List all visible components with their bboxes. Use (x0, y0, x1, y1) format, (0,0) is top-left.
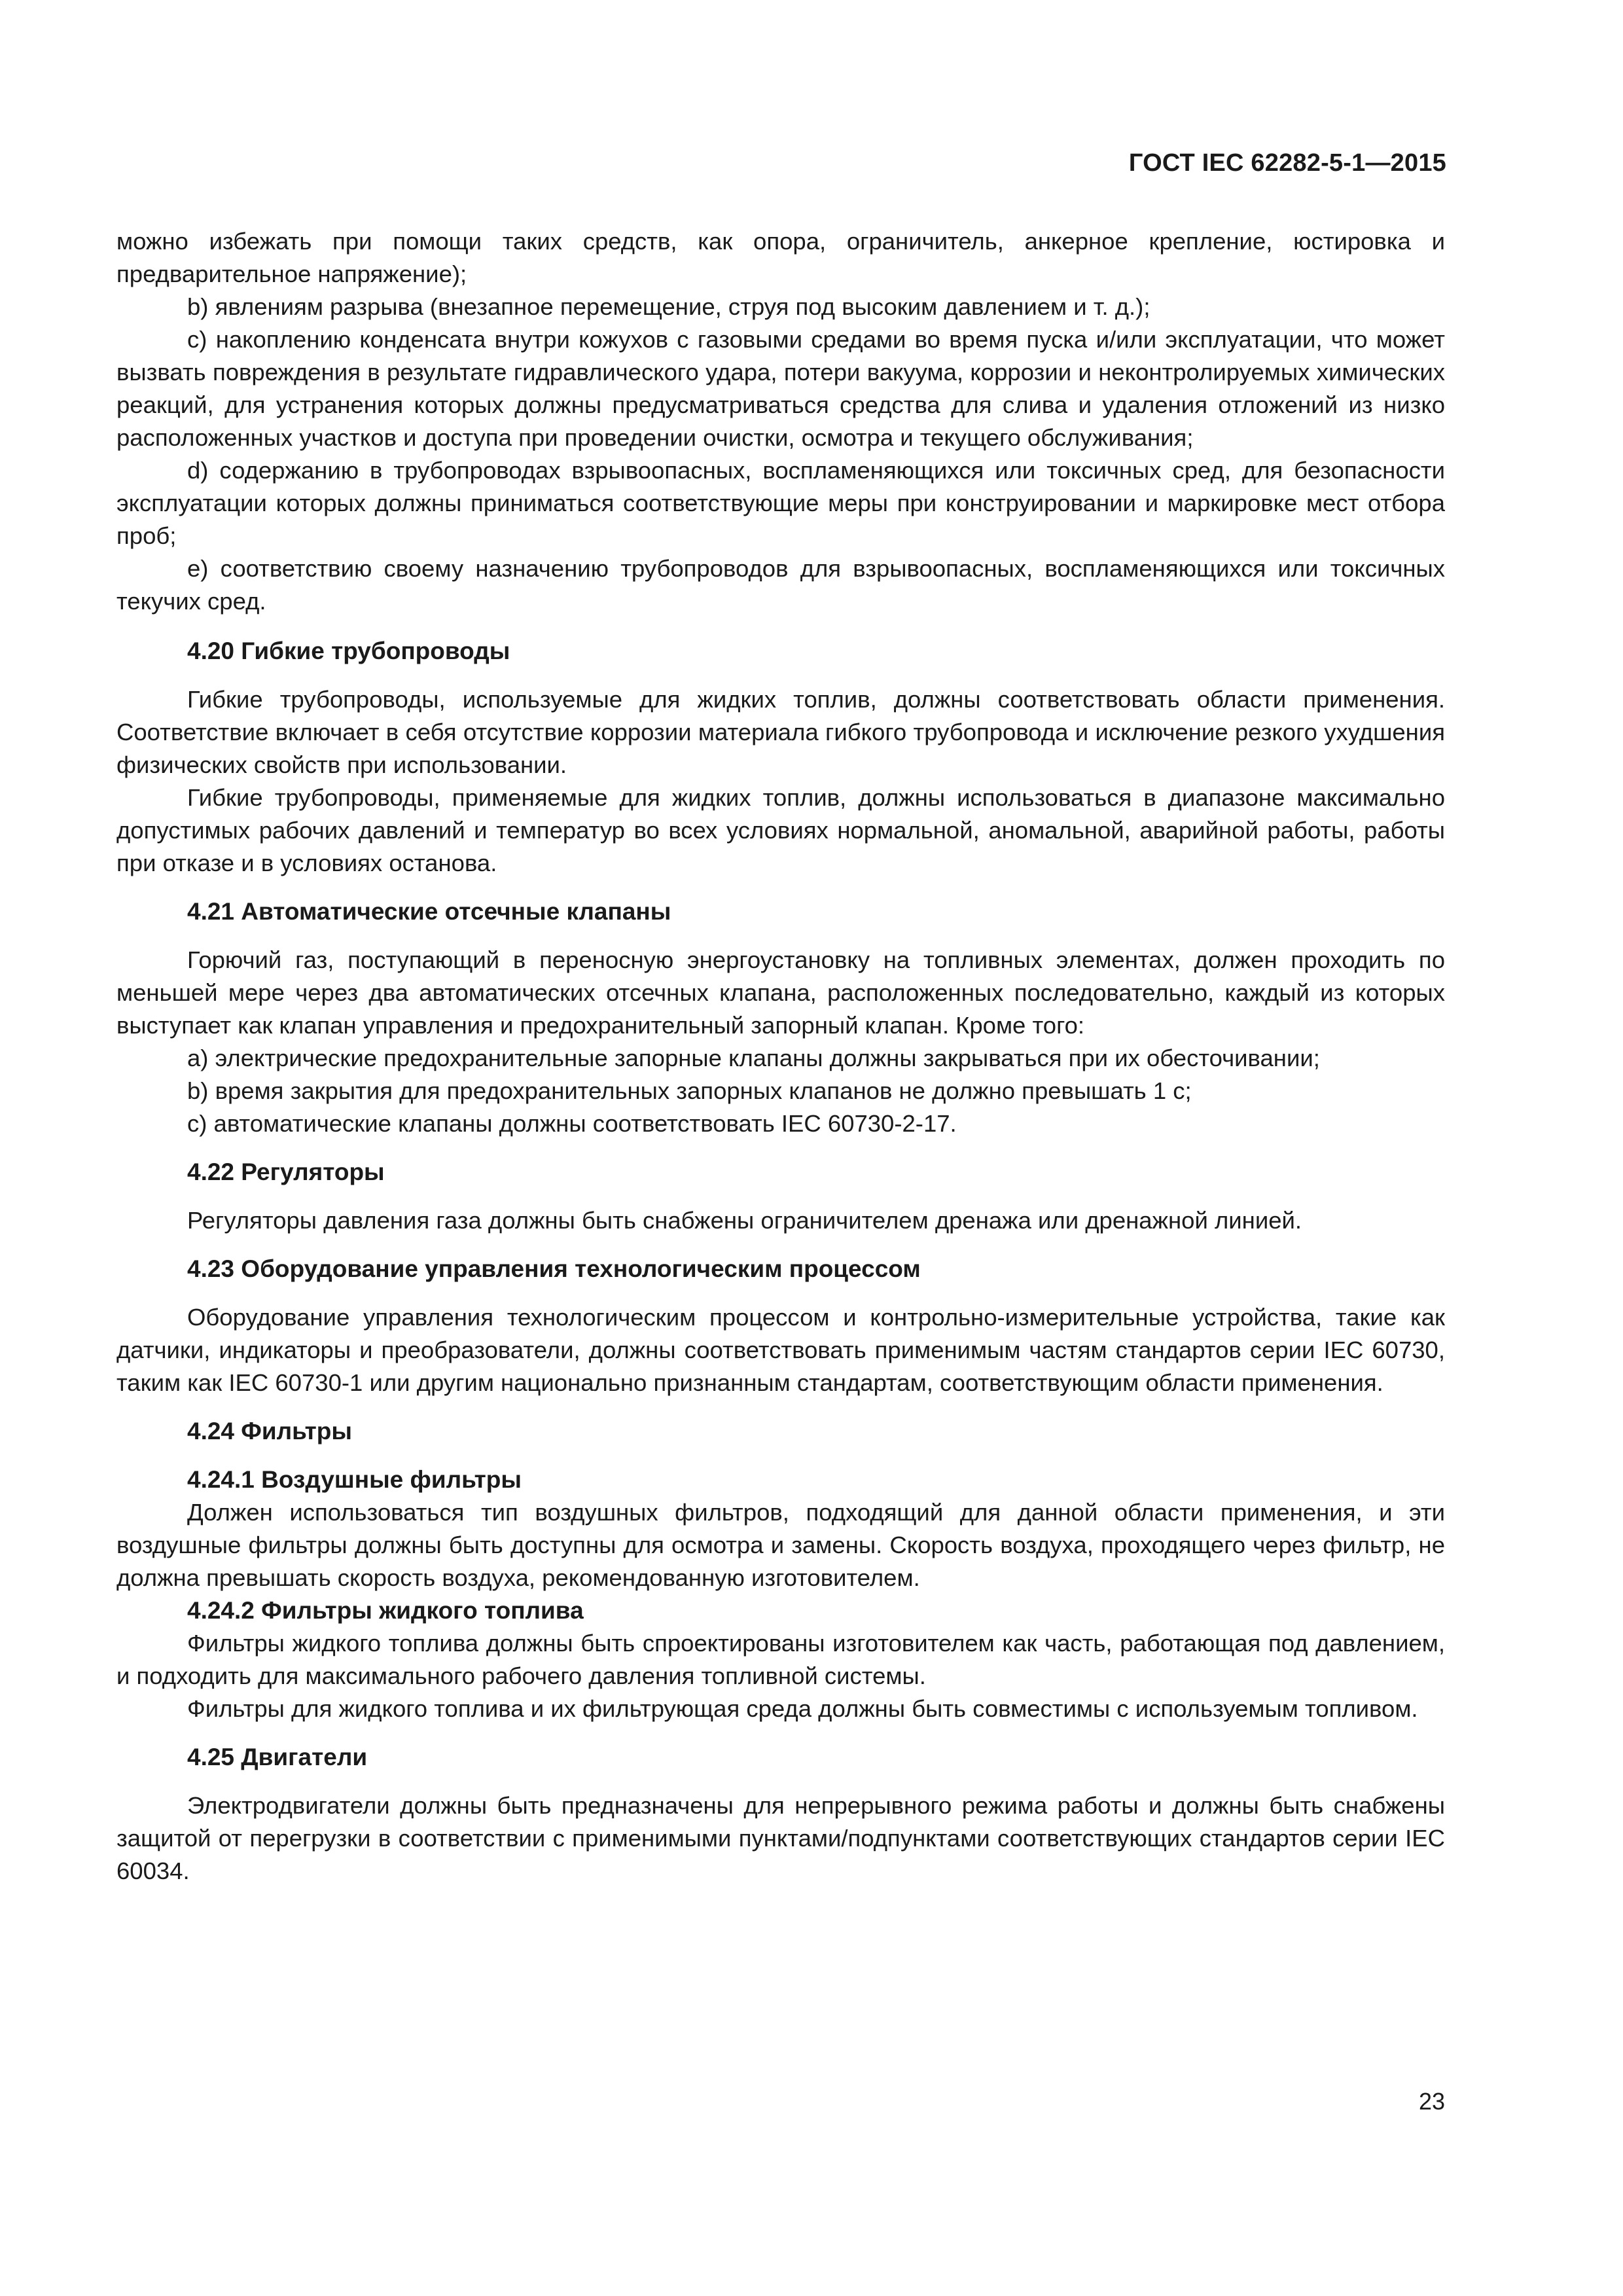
list-item: d) содержанию в трубопроводах взрывоопасных, воспламеняющихся или токсичных сред, для безопасности эксплуатации которых должны приниматься соответствующие меры при конструировании и маркировке мест отбора проб; (116, 457, 1445, 549)
paragraph: Фильтры для жидкого топлива и их фильтрующая среда должны быть совместимы с используемым топливом. (187, 1695, 1418, 1722)
document-header: ГОСТ IEC 62282-5-1—2015 (1128, 149, 1446, 177)
paragraph: Должен использоваться тип воздушных фильтров, подходящий для данной области применения, и эти воздушные фильтры должны быть доступны для осмотра и замены. Скорость воздуха, проходящего через фильтр, не должна превышать скорость воздуха, рекомендованную изготовителем. (116, 1499, 1445, 1591)
paragraph: Гибкие трубопроводы, используемые для жидких топлив, должны соответствовать области применения. Соответствие включает в себя отсутствие коррозии материала гибкого трубопровода и исключение резкого ухудшения физических свойств при использовании. (116, 686, 1445, 778)
list-item: b) явлениям разрыва (внезапное перемещение, струя под высоким давлением и т. д.); (187, 293, 1150, 320)
list-item: с) накоплению конденсата внутри кожухов с газовыми средами во время пуска и/или эксплуатации, что может вызвать повреждения в результате гидравлического удара, потери вакуума, коррозии и неконтролируемых химических реакций, для устранения которых должны предусматриваться средства для слива и удаления отложений из низко расположенных участков и доступа при проведении очистки, осмотра и текущего обслуживания; (116, 326, 1445, 451)
section-heading: 4.22 Регуляторы (187, 1158, 385, 1185)
list-item: b) время закрытия для предохранительных запорных клапанов не должно превышать 1 с; (187, 1077, 1192, 1104)
paragraph: Электродвигатели должны быть предназначены для непрерывного режима работы и должны быть снабжены защитой от перегрузки в соответствии с применимыми пунктами/подпунктами соответствующих стандартов серии IEC 60034. (116, 1792, 1445, 1884)
section-heading: 4.20 Гибкие трубопроводы (187, 637, 510, 664)
paragraph: Фильтры жидкого топлива должны быть спроектированы изготовителем как часть, работающая под давлением, и подходить для максимального рабочего давления топливной системы. (116, 1630, 1445, 1689)
list-item: e) соответствию своему назначению трубопроводов для взрывоопасных, воспламеняющихся или токсичных текучих сред. (116, 555, 1445, 615)
paragraph: Оборудование управления технологическим процессом и контрольно-измерительные устройства, такие как датчики, индикаторы и преобразователи, должны соответствовать применимым частям стандартов серии IEC 60730, таким как IEC 60730-1 или другим национально признанным стандартам, соответствующим области применения. (116, 1304, 1445, 1396)
list-item: c) автоматические клапаны должны соответствовать IEC 60730-2-17. (187, 1110, 957, 1137)
section-heading: 4.24 Фильтры (187, 1418, 352, 1444)
subsection-heading: 4.24.1 Воздушные фильтры (187, 1466, 522, 1493)
paragraph: Горючий газ, поступающий в переносную энергоустановку на топливных элементах, должен проходить по меньшей мере через два автоматических отсечных клапана, расположенных последовательно, каждый из которых выступает как клапан управления и предохранительный запорный клапан. Кроме того: (116, 946, 1445, 1039)
section-heading: 4.21 Автоматические отсечные клапаны (187, 898, 671, 925)
section-heading: 4.25 Двигатели (187, 1744, 368, 1770)
list-item: a) электрические предохранительные запорные клапаны должны закрываться при их обесточивании; (187, 1045, 1320, 1071)
section-heading: 4.23 Оборудование управления технологическим процессом (187, 1255, 921, 1282)
document-body (116, 225, 1445, 1888)
subsection-heading: 4.24.2 Фильтры жидкого топлива (187, 1597, 584, 1624)
paragraph: Гибкие трубопроводы, применяемые для жидких топлив, должны использоваться в диапазоне максимально допустимых рабочих давлений и температур во всех условиях нормальной, аномальной, аварийной работы, работы при отказе и в условиях останова. (116, 784, 1445, 876)
paragraph: можно избежать при помощи таких средств, как опора, ограничитель, анкерное крепление, юстировка и предварительное напряжение); (116, 228, 1445, 287)
page-number: 23 (1418, 2088, 1445, 2115)
paragraph: Регуляторы давления газа должны быть снабжены ограничителем дренажа или дренажной линией. (187, 1207, 1302, 1234)
